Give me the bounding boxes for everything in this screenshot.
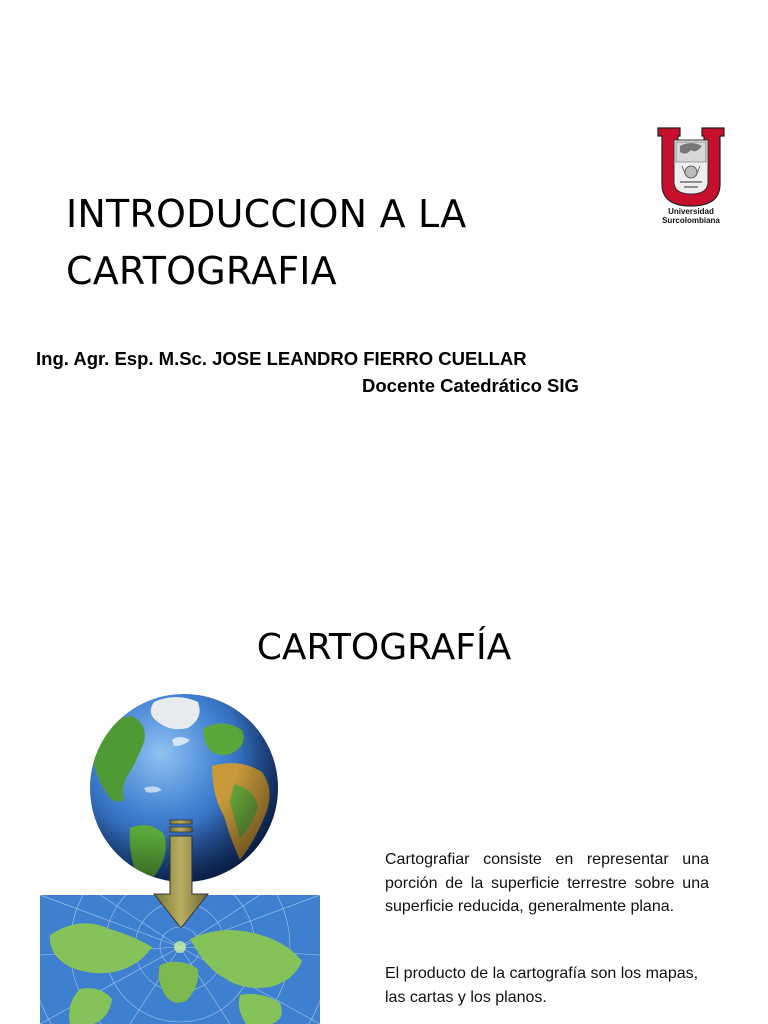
slide-title-line-2: CARTOGRAFIA <box>66 249 337 293</box>
logo-caption-line-1: Universidad <box>668 207 714 216</box>
product-paragraph: El producto de la cartografía son los mapas, las cartas y los planos. <box>385 965 699 1006</box>
logo-caption <box>650 207 732 225</box>
slide-cartografia <box>0 512 768 1024</box>
down-arrow-icon <box>150 818 212 932</box>
logo-caption-line-2: Surcolombiana <box>662 216 720 225</box>
slide-title-line-1: INTRODUCCION A LA <box>66 192 467 236</box>
author-role: Docente Catedrático SIG <box>362 375 579 396</box>
definition-paragraph: Cartografiar consiste en representar una porción de la superficie terrestre sobre una superficie reducida, generalmente plana. <box>385 851 709 915</box>
slide-heading: CARTOGRAFÍA <box>256 627 512 668</box>
author-name: Ing. Agr. Esp. M.Sc. JOSE LEANDRO FIERRO CUELLAR <box>36 348 527 369</box>
